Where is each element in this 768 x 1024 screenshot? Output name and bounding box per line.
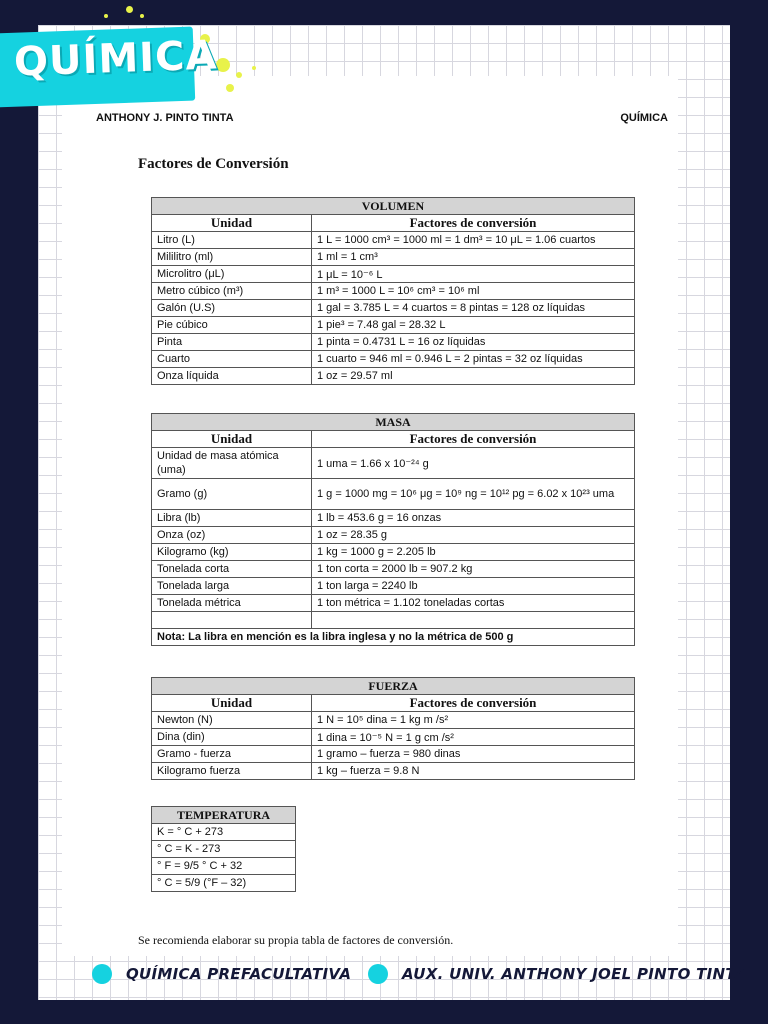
splatter-dot	[236, 72, 242, 78]
table-row	[152, 544, 635, 561]
unit-cell: Unidad de masa atómica (uma)	[152, 448, 312, 479]
table-row	[152, 479, 635, 510]
unit-cell: Metro cúbico (m³)	[152, 283, 312, 300]
formula-cell: ° F = 9/5 ° C + 32	[152, 858, 296, 875]
page-title: Factores de Conversión	[138, 156, 289, 172]
factor-cell: 1 ml = 1 cm³	[312, 249, 635, 266]
table-row	[152, 266, 635, 283]
note-row	[152, 629, 635, 646]
unit-cell: Pie cúbico	[152, 317, 312, 334]
splatter-dot	[226, 84, 234, 92]
factor-cell: 1 L = 1000 cm³ = 1000 ml = 1 dm³ = 10 μL = 1.06 cuartos	[312, 232, 635, 249]
factor-cell: 1 dina = 10⁻⁵ N = 1 g cm /s²	[312, 729, 635, 746]
unit-cell: Onza líquida	[152, 368, 312, 385]
formula-cell: ° C = 5/9 (°F – 32)	[152, 875, 296, 892]
table-row	[152, 283, 635, 300]
temperature-table	[151, 806, 296, 892]
recommendation-text: Se recomienda elaborar su propia tabla de factores de conversión.	[138, 933, 454, 947]
factor-cell: 1 lb = 453.6 g = 16 onzas	[312, 510, 635, 527]
unit-cell: Cuarto	[152, 351, 312, 368]
bullet-dot-icon	[368, 964, 388, 984]
factor-cell: 1 m³ = 1000 L = 10⁶ cm³ = 10⁶ ml	[312, 283, 635, 300]
table-row	[152, 712, 635, 729]
table-row-empty	[152, 612, 635, 629]
splatter-dot	[140, 14, 144, 18]
column-header-factors: Factores de conversión	[312, 215, 635, 232]
title-badge: QUÍMICA	[13, 32, 219, 86]
table-title: TEMPERATURA	[152, 807, 296, 824]
unit-cell: Microlitro (μL)	[152, 266, 312, 283]
mass-table	[151, 413, 635, 646]
factor-cell: 1 g = 1000 mg = 10⁶ μg = 10⁹ ng = 10¹² pg = 6.02 x 10²³ uma	[312, 479, 635, 510]
volume-table	[151, 197, 635, 385]
empty-cell	[152, 612, 312, 629]
column-header-factors: Factores de conversión	[312, 431, 635, 448]
factor-cell: 1 μL = 10⁻⁶ L	[312, 266, 635, 283]
table-row	[152, 351, 635, 368]
table-row	[152, 232, 635, 249]
table-row	[152, 448, 635, 479]
table-row	[152, 249, 635, 266]
unit-cell: Kilogramo (kg)	[152, 544, 312, 561]
unit-cell: Tonelada larga	[152, 578, 312, 595]
force-table	[151, 677, 635, 780]
table-row	[152, 841, 296, 858]
footer-left	[92, 964, 351, 984]
table-row	[152, 763, 635, 780]
factor-cell: 1 pie³ = 7.48 gal = 28.32 L	[312, 317, 635, 334]
factor-cell: 1 kg = 1000 g = 2.205 lb	[312, 544, 635, 561]
table-row	[152, 561, 635, 578]
table-title: FUERZA	[152, 678, 635, 695]
table-row	[152, 578, 635, 595]
unit-cell: Libra (lb)	[152, 510, 312, 527]
table-row	[152, 595, 635, 612]
splatter-dot	[104, 14, 108, 18]
column-header-unit: Unidad	[152, 431, 312, 448]
empty-cell	[312, 612, 635, 629]
column-header-unit: Unidad	[152, 695, 312, 712]
unit-cell: Pinta	[152, 334, 312, 351]
factor-cell: 1 kg – fuerza = 9.8 N	[312, 763, 635, 780]
column-header-unit: Unidad	[152, 215, 312, 232]
table-row	[152, 300, 635, 317]
factor-cell: 1 gal = 3.785 L = 4 cuartos = 8 pintas = 128 oz líquidas	[312, 300, 635, 317]
factor-cell: 1 ton métrica = 1.102 toneladas cortas	[312, 595, 635, 612]
unit-cell: Mililitro (ml)	[152, 249, 312, 266]
unit-cell: Galón (U.S)	[152, 300, 312, 317]
header-author: ANTHONY J. PINTO TINTA	[96, 112, 234, 124]
factor-cell: 1 ton corta = 2000 lb = 907.2 kg	[312, 561, 635, 578]
table-row	[152, 824, 296, 841]
factor-cell: 1 cuarto = 946 ml = 0.946 L = 2 pintas = 32 oz líquidas	[312, 351, 635, 368]
footer-course: QUÍMICA PREFACULTATIVA	[126, 965, 352, 983]
table-row	[152, 368, 635, 385]
factor-cell: 1 ton larga = 2240 lb	[312, 578, 635, 595]
table-row	[152, 334, 635, 351]
table-title: MASA	[152, 414, 635, 431]
header-subject: QUÍMICA	[620, 112, 668, 124]
note-text: Nota: La libra en mención es la libra inglesa y no la métrica de 500 g	[152, 629, 635, 646]
table-row	[152, 527, 635, 544]
splatter-dot	[126, 6, 133, 13]
factor-cell: 1 gramo – fuerza = 980 dinas	[312, 746, 635, 763]
unit-cell: Tonelada corta	[152, 561, 312, 578]
unit-cell: Kilogramo fuerza	[152, 763, 312, 780]
table-row	[152, 317, 635, 334]
table-row	[152, 746, 635, 763]
bullet-dot-icon	[92, 964, 112, 984]
factor-cell: 1 oz = 28.35 g	[312, 527, 635, 544]
footer-right	[368, 964, 747, 984]
table-row	[152, 510, 635, 527]
table-row	[152, 729, 635, 746]
unit-cell: Litro (L)	[152, 232, 312, 249]
factor-cell: 1 uma = 1.66 x 10⁻²⁴ g	[312, 448, 635, 479]
unit-cell: Gramo (g)	[152, 479, 312, 510]
unit-cell: Dina (din)	[152, 729, 312, 746]
formula-cell: ° C = K - 273	[152, 841, 296, 858]
formula-cell: K = ° C + 273	[152, 824, 296, 841]
factor-cell: 1 N = 10⁵ dina = 1 kg m /s²	[312, 712, 635, 729]
table-row	[152, 858, 296, 875]
factor-cell: 1 pinta = 0.4731 L = 16 oz líquidas	[312, 334, 635, 351]
unit-cell: Newton (N)	[152, 712, 312, 729]
splatter-dot	[252, 66, 256, 70]
footer-author: AUX. UNIV. ANTHONY JOEL PINTO TINTA	[402, 965, 747, 983]
splatter-dot	[216, 58, 230, 72]
unit-cell: Gramo - fuerza	[152, 746, 312, 763]
unit-cell: Tonelada métrica	[152, 595, 312, 612]
column-header-factors: Factores de conversión	[312, 695, 635, 712]
unit-cell: Onza (oz)	[152, 527, 312, 544]
table-row	[152, 875, 296, 892]
factor-cell: 1 oz = 29.57 ml	[312, 368, 635, 385]
table-title: VOLUMEN	[152, 198, 635, 215]
